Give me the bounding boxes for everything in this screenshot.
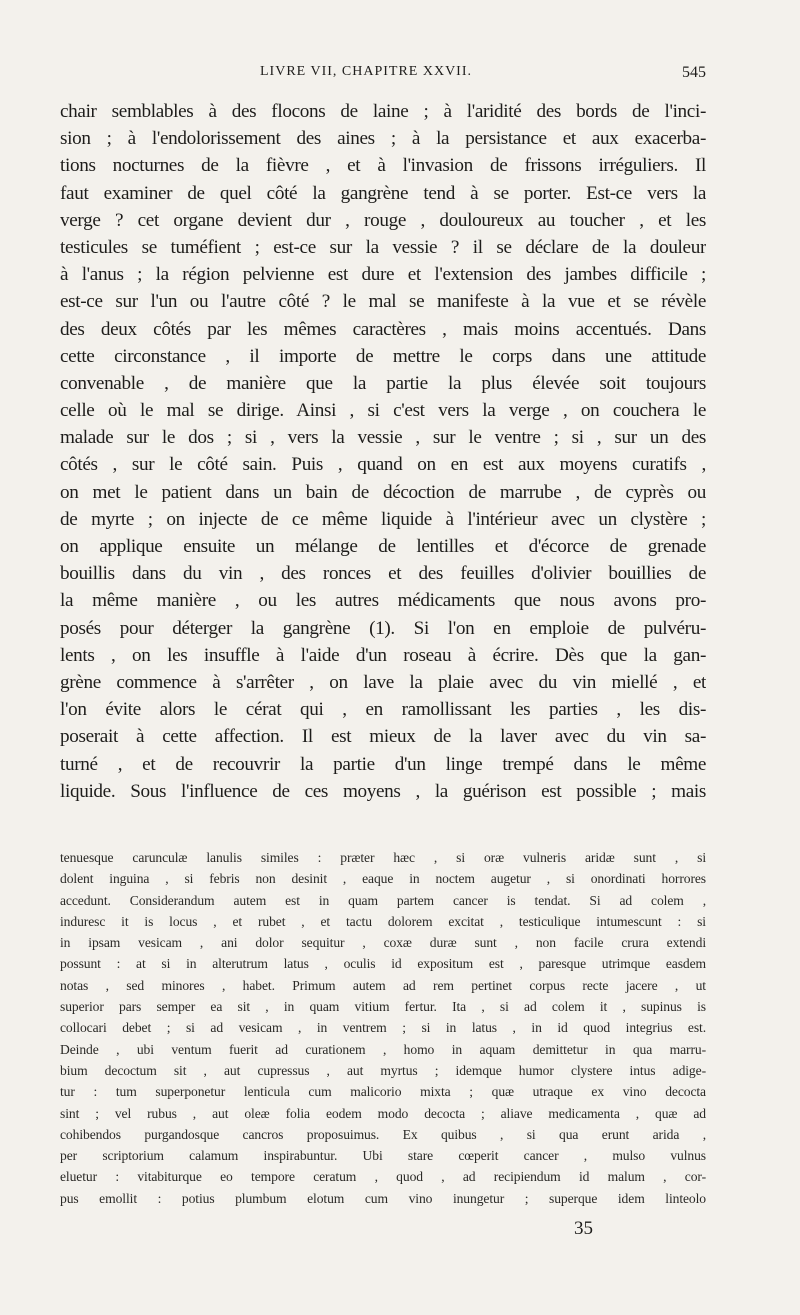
text-line: est-ce sur l'un ou l'autre côté ? le mal se manifeste à la vue et se révèle [60,291,706,313]
text-line: celle où le mal se dirige. Ainsi , si c'est vers la verge , on couchera le [60,400,706,422]
footnote-line: bium decoctum sit , aut cupressus , aut myrtus ; idemque humor clystere intus adige- [60,1062,706,1078]
footnote-line: pus emollit : potius plumbum elotum cum vino inungetur ; superque idem linteolo [60,1190,706,1206]
text-line: turné , et de recouvrir la partie d'un linge trempé dans le même [60,753,706,775]
footnote-line: Deinde , ubi ventum fuerit ad curationem , homo in aquam demittetur in qua marru- [60,1041,706,1057]
signature-mark: 35 [574,1218,593,1239]
footnote-line: accedunt. Considerandum autem est in quam partem cancer is tendat. Si ad colem , [60,892,706,908]
text-line: verge ? cet organe devient dur , rouge , douloureux au toucher , et les [60,209,706,231]
footnote-line: cohibendos purgandosque cancros proposuimus. Ex quibus , si qua erunt arida , [60,1126,706,1142]
page-header [60,64,706,86]
text-line: on applique ensuite un mélange de lentilles et d'écorce de grenade [60,536,706,557]
text-line: posés pour déterger la gangrène (1). Si l'on en emploie de pulvéru- [60,617,706,639]
footnote-line: per scriptorium calamum inspirabuntur. Ubi stare cœperit cancer , mulso vulnus [60,1148,706,1164]
text-line: cette circonstance , il importe de mettre le corps dans une attitude [60,345,706,367]
text-line: sion ; à l'endolorissement des aines ; à la persistance et aux exacerba- [60,128,706,150]
text-line: l'on évite alors le cérat qui , en ramollissant les parties , les dis- [60,699,706,721]
footnote-line: eluetur : vitabiturque eo tempore ceratum , quod , ad recipiendum id malum , cor- [60,1169,706,1185]
text-line: bouillis dans du vin , des ronces et des feuilles d'olivier bouillies de [60,563,706,585]
text-line: convenable , de manière que la partie la plus élevée soit toujours [60,372,706,394]
text-line: tions nocturnes de la fièvre , et à l'invasion de frissons irréguliers. Il [60,155,706,177]
latin-footnote [60,847,706,1209]
text-line: faut examiner de quel côté la gangrène tend à se porter. Est-ce vers la [60,182,706,204]
text-line: lents , on les insuffle à l'aide d'un roseau à écrire. Dès que la gan- [60,644,706,666]
text-line: la même manière , ou les autres médicaments que nous avons pro- [60,590,706,612]
footnote-line: dolent inguina , si febris non desinit , eaque in noctem augetur , si onordinati horrores [60,871,706,887]
text-line: des deux côtés par les mêmes caractères , mais moins accentués. Dans [60,318,706,340]
footnote-line: notas , sed minores , habet. Primum autem ad rem pertinet corpus recte jacere , ut [60,977,706,993]
text-line: chair semblables à des flocons de laine ; à l'aridité des bords de l'inci- [60,101,706,122]
footnote-line: tur : tum superponetur lenticula cum malicorio mixta ; quæ utraque ex vino decocta [60,1084,706,1100]
footnote-line: collocari debet ; si ad vesicam , in ventrem ; si in latus , in id quod integrius est. [60,1020,706,1036]
page-number: 545 [682,64,706,81]
footnote-line: tenuesque carunculæ lanulis similes : præter hæc , si oræ vulneris aridæ sunt , si [60,850,706,865]
text-line: malade sur le dos ; si , vers la vessie , sur le ventre ; si , sur un des [60,427,706,449]
footnote-line: possunt : at si in alterutrum latus , oculis id expositum est , paresque utrimque easdem [60,956,706,972]
text-line: on met le patient dans un bain de décoction de marrube , de cyprès ou [60,481,706,503]
footnote-line: in ipsam vesicam , ani dolor sequitur , coxæ duræ sunt , non facile crura extendi [60,935,706,951]
footnote-line: induresc it is locus , et rubet , et tactu dolorem excitat , testiculique intumescunt : si [60,913,706,929]
text-line: testicules se tuméfient ; est-ce sur la vessie ? il se déclare de la douleur [60,236,706,258]
footnote-line: superior pars semper ea sit , in quam vitium fertur. Ita , si ad colem it , supinus is [60,999,706,1015]
footnote-line: sint ; vel rubus , aut oleæ folia eodem modo decocta ; aliave medicamenta , quæ ad [60,1105,706,1121]
text-line: de myrte ; on injecte de ce même liquide à l'intérieur avec un clystère ; [60,508,706,530]
text-line: côtés , sur le côté sain. Puis , quand on en est aux moyens curatifs , [60,454,706,476]
running-head: LIVRE VII, CHAPITRE XXVII. [260,64,472,79]
text-line: poserait à cette affection. Il est mieux de la laver avec du vin sa- [60,726,706,748]
text-line: liquide. Sous l'influence de ces moyens , la guérison est possible ; mais [60,780,706,802]
text-line: grène commence à s'arrêter , on lave la plaie avec du vin miellé , et [60,671,706,693]
text-line: à l'anus ; la région pelvienne est dure et l'extension des jambes difficile ; [60,264,706,286]
main-text [60,98,706,805]
